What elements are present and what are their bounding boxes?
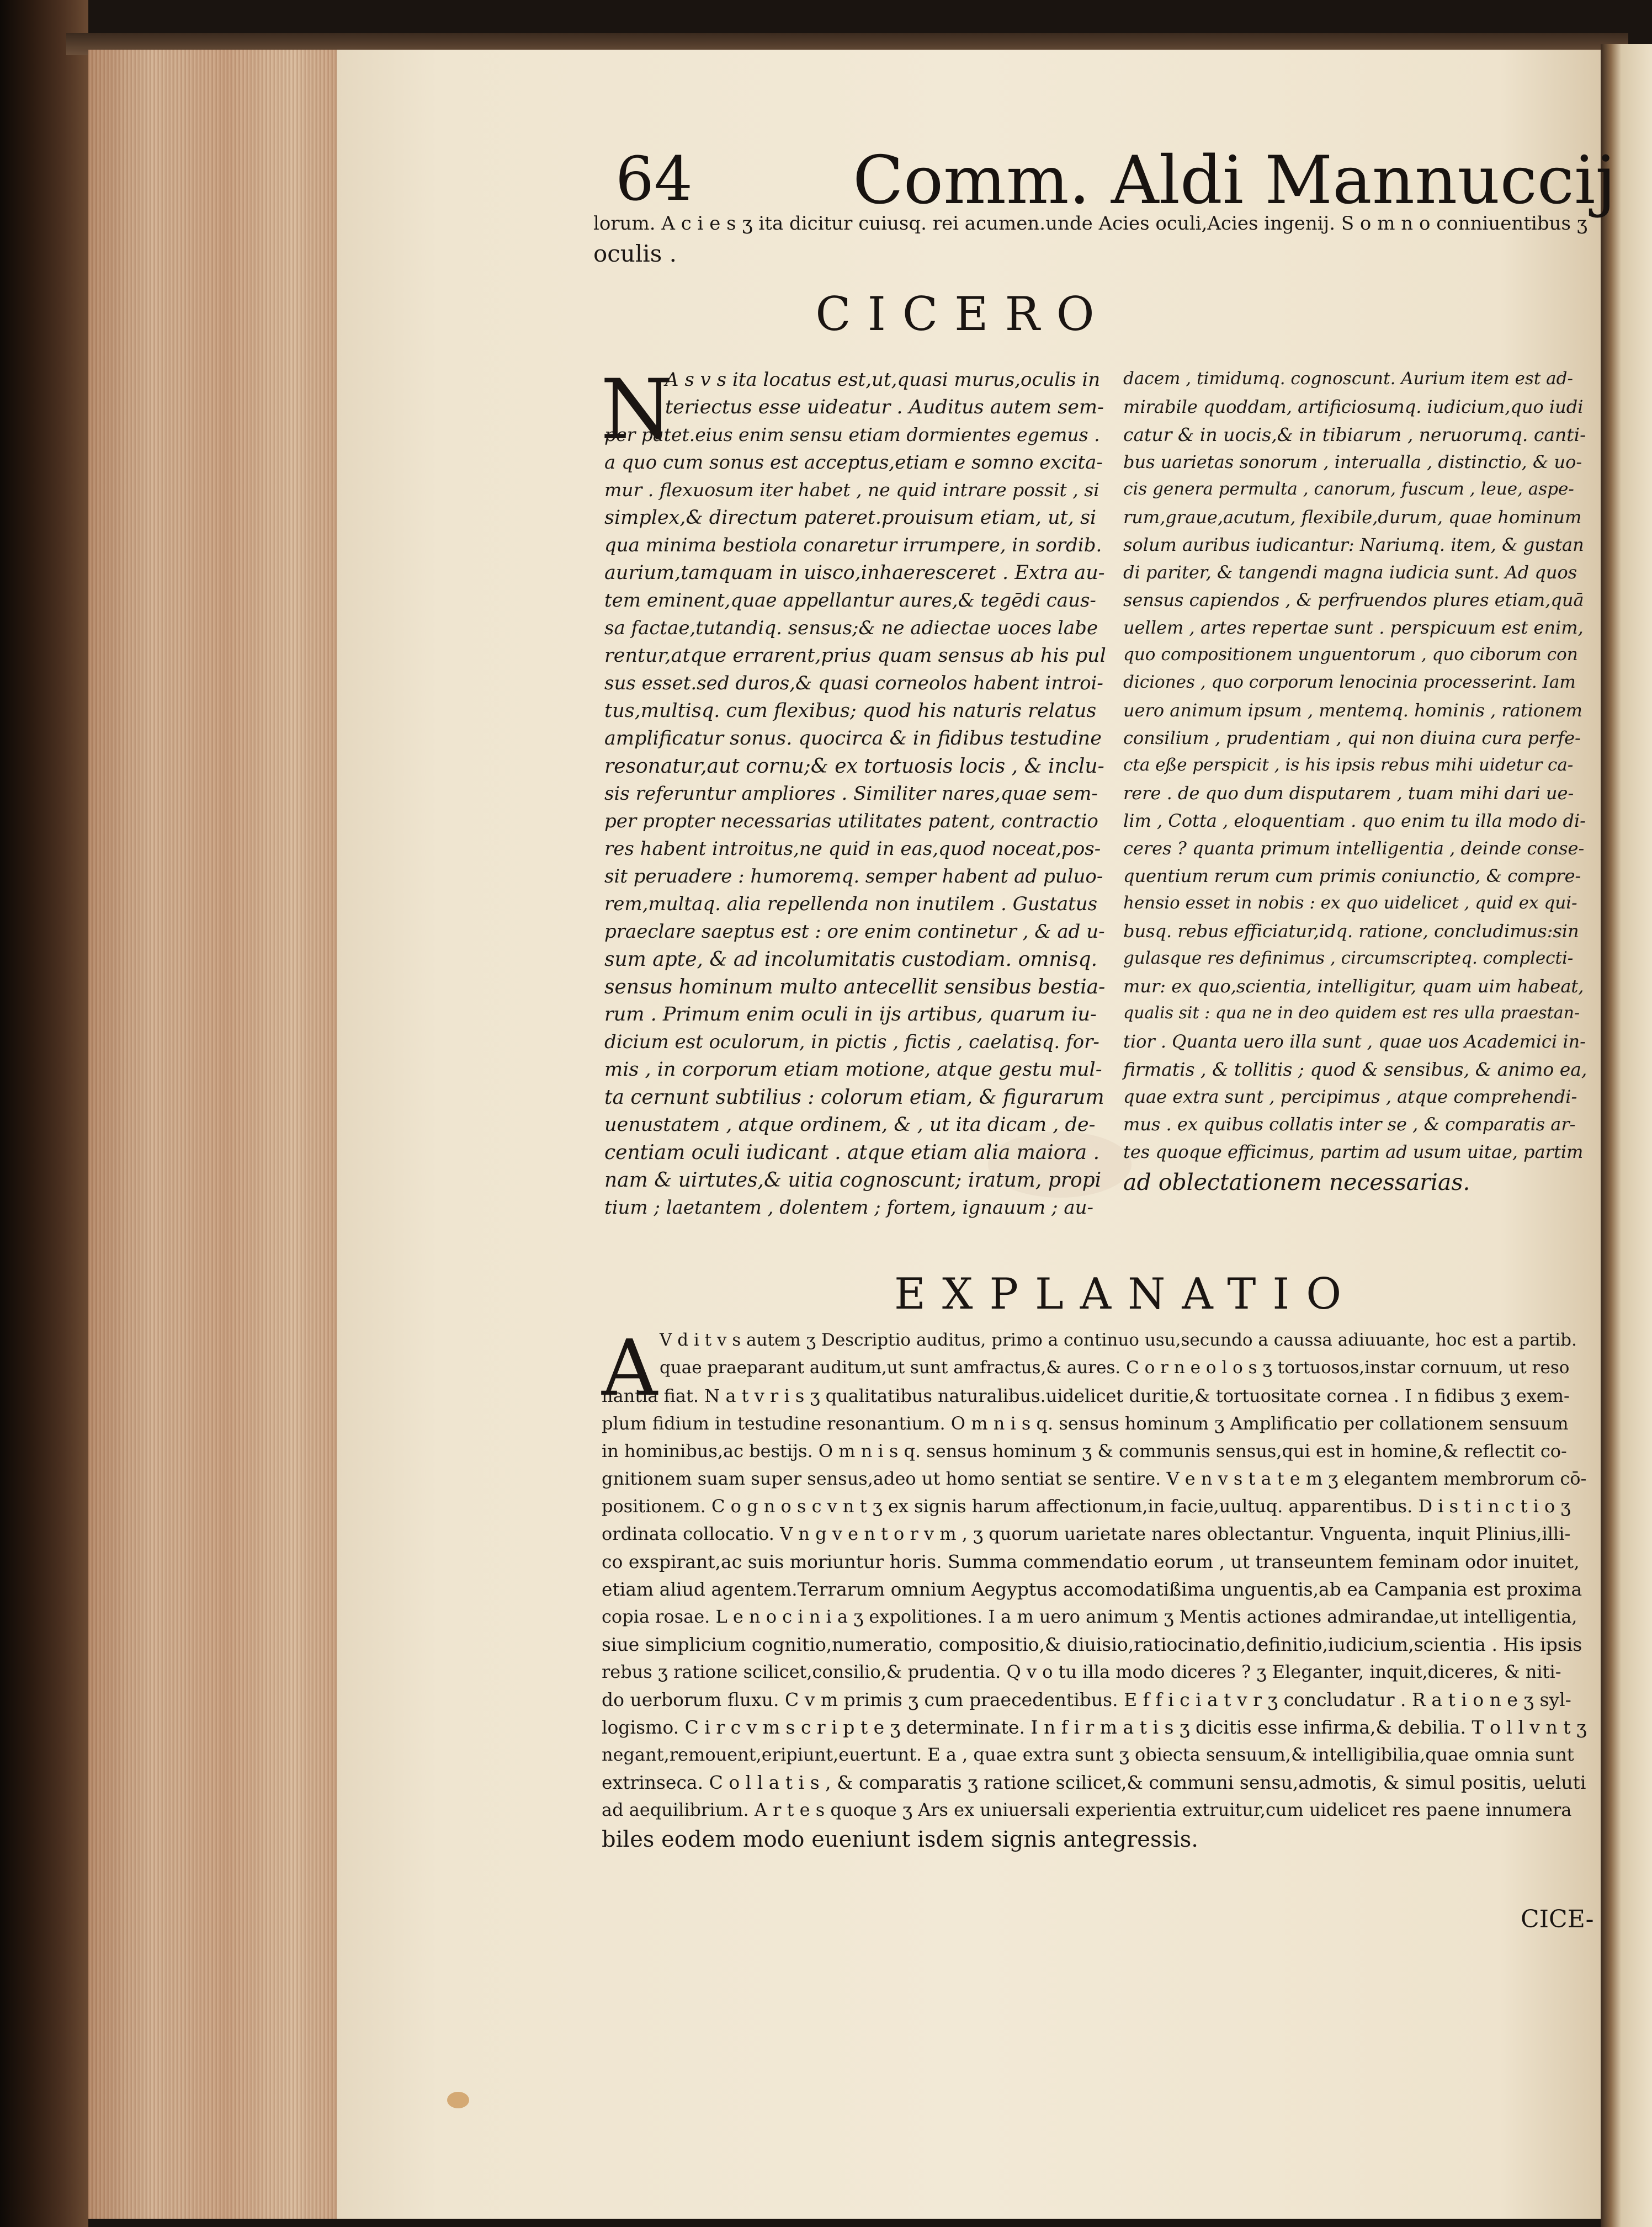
- text-line: logismo. C i r c v m s c r i p t e ʒ determinate. I n f i r m a t i s ʒ dicitis esse infirma,& debilia. T o l l v n t ʒ: [602, 1716, 1587, 1738]
- text-line: quae praeparant auditum,ut sunt amfractus,& aures. C o r n e o l o s ʒ tortuosos,instar cornuum, ut reso: [660, 1358, 1570, 1378]
- text-line: ordinata collocatio. V n g v e n t o r v m , ʒ quorum uarietate nares oblectantur. Vnguenta, inquit Plinius,illi-: [602, 1523, 1571, 1544]
- intro-line: oculis .: [593, 240, 677, 267]
- text-line: aurium,tamquam in uisco,inhaeresceret . Extra au-: [604, 562, 1105, 584]
- text-line: quentium rerum cum primis coniunctio, & compre-: [1123, 865, 1581, 886]
- section-heading-explanatio: EXPLANATIO: [894, 1269, 1358, 1319]
- text-line: hensio esset in nobis : ex quo uidelicet , quid ex qui-: [1123, 893, 1577, 913]
- text-line: plum fidium in testudine resonantium. O m n i s q. sensus hominum ʒ Amplificatio per collationem sensuum: [602, 1413, 1569, 1434]
- book-binding: [0, 0, 88, 2227]
- text-line: rebus ʒ ratione scilicet,consilio,& prudentia. Q v o tu illa modo diceres ? ʒ Eleganter, inquit,diceres, & niti-: [602, 1661, 1561, 1682]
- text-line: per propter necessarias utilitates patent, contractio: [604, 810, 1098, 832]
- text-line: qualis sit : qua ne in deo quidem est res ulla praestan-: [1123, 1003, 1580, 1023]
- text-line: co exspirant,ac suis moriuntur horis. Summa commendatio eorum , ut transeuntem feminam odor inuitet,: [602, 1551, 1580, 1572]
- text-line: tus,multisq. cum flexibus; quod his naturis relatus: [604, 700, 1097, 722]
- text-line: sa factae,tutandiq. sensus;& ne adiectae uoces labe: [604, 617, 1098, 639]
- text-line: gnitionem suam super sensus,adeo ut homo sentiat se sentire. V e n v s t a t e m ʒ elegantem membrorum cō-: [602, 1468, 1587, 1489]
- text-line: consilium , prudentiam , qui non diuina cura perfe-: [1123, 727, 1581, 748]
- text-line: negant,remouent,eripiunt,euertunt. E a , quae extra sunt ʒ obiecta sensuum,& intelligibilia,quae omnia sunt: [602, 1744, 1574, 1765]
- text-line: rem,multaq. alia repellenda non inutilem . Gustatus: [604, 893, 1098, 915]
- text-line: sit peruadere : humoremq. semper habent ad puluo-: [604, 865, 1103, 887]
- text-line: sum apte, & ad incolumitatis custodiam. omnisq.: [604, 948, 1098, 971]
- text-line: mur: ex quo,scientia, intelligitur, quam uim habeat,: [1123, 976, 1584, 997]
- text-line: quae extra sunt , percipimus , atque comprehendi-: [1123, 1086, 1577, 1107]
- text-line: positionem. C o g n o s c v n t ʒ ex signis harum affectionum,in facie,uultuq. apparentibus. D i s t i n c t i o ʒ: [602, 1496, 1571, 1517]
- text-line: tes quoque efficimus, partim ad usum uitae, partim: [1123, 1141, 1584, 1162]
- text-line: uellem , artes repertae sunt . perspicuum est enim,: [1123, 617, 1584, 638]
- text-line: copia rosae. L e n o c i n i a ʒ expolitiones. I a m uero animum ʒ Mentis actiones admirandae,ut intelligentia,: [602, 1606, 1577, 1627]
- text-line: siue simplicium cognitio,numeratio, compositio,& diuisio,ratiocinatio,definitio,iudicium,scientia . His ipsis: [602, 1634, 1582, 1655]
- text-line: a quo cum sonus est acceptus,etiam e somno excita-: [604, 451, 1103, 474]
- text-line: rum . Primum enim oculi in ijs artibus, quarum iu-: [604, 1003, 1097, 1025]
- text-line: uenustatem , atque ordinem, & , ut ita dicam , de-: [604, 1114, 1096, 1136]
- text-line: teriectus esse uideatur . Auditus autem sem-: [665, 396, 1104, 418]
- text-line: mus . ex quibus collatis inter se , & comparatis ar-: [1123, 1114, 1576, 1135]
- running-head: Comm. Aldi Mannuccij: [853, 142, 1616, 219]
- text-line: sis referuntur ampliores . Similiter nares,quae sem-: [604, 783, 1098, 805]
- text-line: rum,graue,acutum, flexibile,durum, quae hominum: [1123, 507, 1582, 528]
- text-line: catur & in uocis,& in tibiarum , neruorumq. canti-: [1123, 424, 1586, 445]
- text-line: mirabile quoddam, artificiosumq. iudicium,quo iudi: [1123, 396, 1584, 417]
- text-line: A s v s ita locatus est,ut,quasi murus,oculis in: [665, 369, 1101, 391]
- text-line: mur . flexuosum iter habet , ne quid intrare possit , si: [604, 479, 1099, 501]
- text-line: sensus hominum multo antecellit sensibus bestia-: [604, 976, 1106, 998]
- text-line: tem eminent,quae appellantur aures,& tegēdi caus-: [604, 589, 1096, 612]
- text-line: cta eße perspicit , is his ipsis rebus mihi uidetur ca-: [1123, 755, 1574, 775]
- text-line: firmatis , & tollitis ; quod & sensibus, & animo ea,: [1123, 1059, 1587, 1080]
- text-line: per patet.eius enim sensu etiam dormientes egemus .: [604, 424, 1100, 445]
- text-line: V d i t v s autem ʒ Descriptio auditus, primo a continuo usu,secundo a caussa adiuuante, hoc est a partib.: [660, 1330, 1577, 1350]
- text-line: tior . Quanta uero illa sunt , quae uos Academici in-: [1123, 1031, 1586, 1052]
- text-line: rentur,atque errarent,prius quam sensus ab his pul: [604, 645, 1106, 667]
- text-line: mis , in corporum etiam motione, atque gestu mul-: [604, 1059, 1102, 1081]
- text-line: tium ; laetantem , dolentem ; fortem, ignauum ; au-: [604, 1197, 1094, 1219]
- text-line: uero animum ipsum , mentemq. hominis , rationem: [1123, 700, 1582, 721]
- text-line: nantia fiat. N a t v r i s ʒ qualitatibus naturalibus.uidelicet duritie,& tortuositate cornea . I n fidibus ʒ exem-: [602, 1385, 1570, 1406]
- text-line: solum auribus iudicantur: Nariumq. item, & gustan: [1123, 534, 1584, 555]
- text-line: biles eodem modo eueniunt isdem signis antegressis.: [602, 1827, 1198, 1852]
- text-line: rere . de quo dum disputarem , tuam mihi dari ue-: [1123, 783, 1574, 804]
- text-line: ceres ? quanta primum intelligentia , deinde conse-: [1123, 838, 1585, 859]
- page-number: 64: [615, 143, 693, 214]
- text-line: res habent introitus,ne quid in eas,quod noceat,pos-: [604, 838, 1101, 860]
- text-line: praeclare saeptus est : ore enim continetur , & ad u-: [604, 921, 1105, 943]
- text-line: dacem , timidumq. cognoscunt. Aurium item est ad-: [1123, 369, 1573, 389]
- text-line: ad aequilibrium. A r t e s quoque ʒ Ars ex uniuersali experientia extruitur,cum uidelicet res paene innumera: [602, 1799, 1572, 1820]
- text-line: busq. rebus efficiatur,idq. ratione, concludimus:sin: [1123, 921, 1579, 942]
- text-line: qua minima bestiola conaretur irrumpere, in sordib.: [604, 534, 1102, 556]
- page-block-edge: [88, 50, 342, 2219]
- text-line: extrinseca. C o l l a t i s , & comparatis ʒ ratione scilicet,& communi sensu,admotis, & simul positis, ueluti: [602, 1772, 1586, 1793]
- text-line: diciones , quo corporum lenocinia processerint. Iam: [1123, 672, 1576, 692]
- text-line: ta cernunt subtilius : colorum etiam, & figurarum: [604, 1086, 1104, 1109]
- text-line: ad oblectationem necessarias.: [1123, 1169, 1470, 1195]
- text-line: sensus capiendos , & perfruendos plures etiam,quā: [1123, 589, 1584, 610]
- drop-cap: A: [602, 1324, 658, 1413]
- text-line: simplex,& directum pateret.prouisum etiam, ut, si: [604, 507, 1097, 529]
- text-line: nam & uirtutes,& uitia cognoscunt; iratum, propi: [604, 1169, 1102, 1192]
- drop-cap: N: [601, 362, 673, 458]
- text-line: quo compositionem unguentorum , quo ciborum con: [1123, 645, 1578, 665]
- facing-page-edge: [1601, 44, 1652, 2227]
- text-line: amplificatur sonus. quocirca & in fidibus testudine: [604, 727, 1102, 750]
- text-line: cis genera permulta , canorum, fuscum , leue, aspe-: [1123, 479, 1574, 499]
- text-line: etiam aliud agentem.Terrarum omnium Aegyptus accomodatißima unguentis,ab ea Campania est proxima: [602, 1578, 1582, 1600]
- text-line: do uerborum fluxu. C v m primis ʒ cum praecedentibus. E f f i c i a t v r ʒ concludatur . R a t i o n e ʒ syl-: [602, 1689, 1571, 1710]
- text-line: lim , Cotta , eloquentiam . quo enim tu illa modo di-: [1123, 810, 1586, 831]
- text-line: resonatur,aut cornu;& ex tortuosis locis , & inclu-: [604, 755, 1104, 778]
- text-line: bus uarietas sonorum , interualla , distinctio, & uo-: [1123, 451, 1582, 472]
- text-line: gulasque res definimus , circumscripteq. complecti-: [1123, 948, 1574, 968]
- intro-line: lorum. A c i e s ʒ ita dicitur cuiusq. rei acumen.unde Acies oculi,Acies ingenij. S o m n o conniuentibus ʒ: [593, 212, 1587, 235]
- text-line: di pariter, & tangendi magna iudicia sunt. Ad quos: [1123, 562, 1577, 583]
- section-heading-cicero: CICERO: [815, 287, 1111, 341]
- foxing-stain: [447, 2092, 469, 2108]
- text-line: dicium est oculorum, in pictis , fictis , caelatisq. for-: [604, 1031, 1099, 1053]
- catchword: CICE-: [1521, 1905, 1594, 1933]
- text-line: sus esset.sed duros,& quasi corneolos habent introi-: [604, 672, 1103, 694]
- text-line: in hominibus,ac bestijs. O m n i s q. sensus hominum ʒ & communis sensus,qui est in homine,& reflectit co-: [602, 1441, 1567, 1461]
- text-line: centiam oculi iudicant . atque etiam alia maiora .: [604, 1141, 1100, 1164]
